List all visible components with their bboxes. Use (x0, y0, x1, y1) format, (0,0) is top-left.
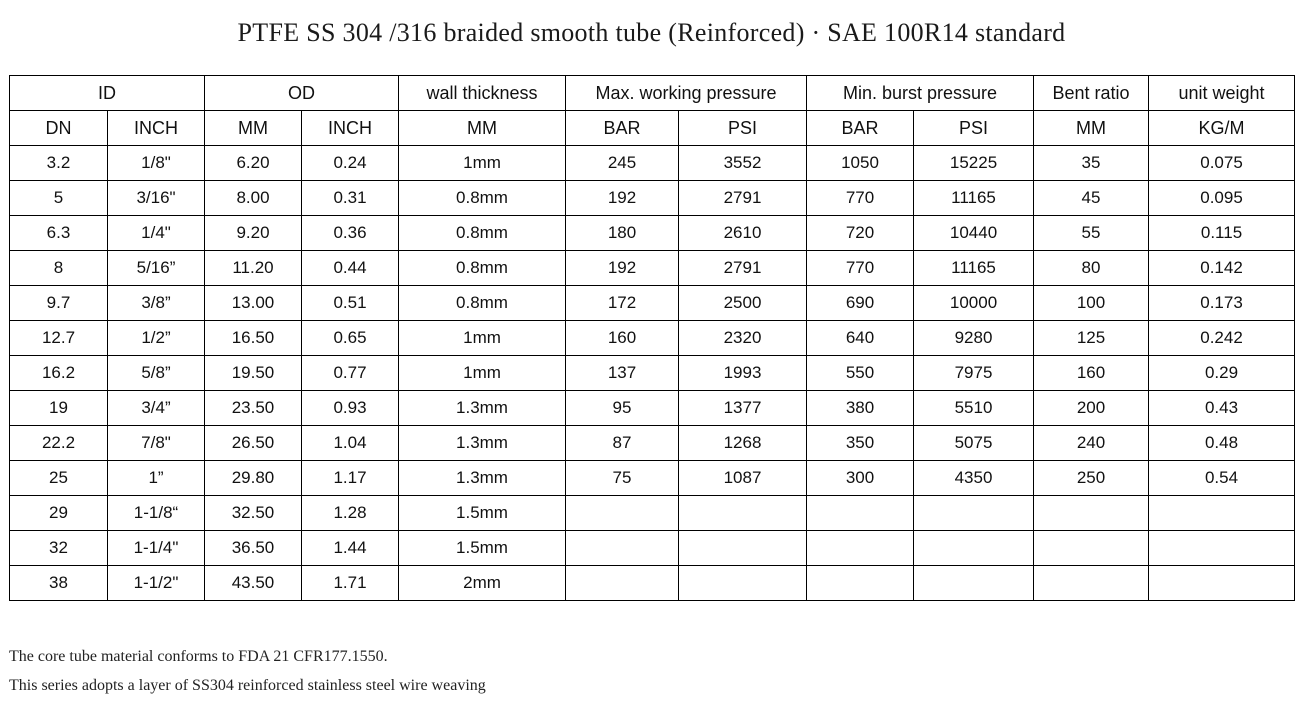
table-cell: 12.7 (10, 321, 108, 356)
table-row (10, 251, 1295, 286)
table-cell (1149, 496, 1295, 531)
table-row (10, 356, 1295, 391)
table-cell: 1.3mm (399, 426, 566, 461)
subheader-cell: PSI (679, 111, 807, 146)
table-cell (679, 496, 807, 531)
table-cell: 1.5mm (399, 531, 566, 566)
table-cell: 250 (1034, 461, 1149, 496)
table-cell: 19.50 (205, 356, 302, 391)
table-cell: 15225 (914, 146, 1034, 181)
table-cell: 0.173 (1149, 286, 1295, 321)
table-cell: 16.2 (10, 356, 108, 391)
table-cell (1034, 566, 1149, 601)
table-cell (566, 496, 679, 531)
table-cell: 2791 (679, 251, 807, 286)
table-cell: 172 (566, 286, 679, 321)
table-cell: 2320 (679, 321, 807, 356)
table-cell: 13.00 (205, 286, 302, 321)
table-cell: 1.04 (302, 426, 399, 461)
table-row (10, 391, 1295, 426)
subheader-cell: PSI (914, 111, 1034, 146)
table-cell: 1268 (679, 426, 807, 461)
table-cell: 1993 (679, 356, 807, 391)
table-cell: 11165 (914, 181, 1034, 216)
table-cell: 32.50 (205, 496, 302, 531)
header-group-row (10, 76, 1295, 111)
table-cell: 3.2 (10, 146, 108, 181)
table-cell: 26.50 (205, 426, 302, 461)
table-cell: 1/2” (108, 321, 205, 356)
table-cell: 8 (10, 251, 108, 286)
table-row (10, 426, 1295, 461)
table-cell: 5/16” (108, 251, 205, 286)
table-cell: 5075 (914, 426, 1034, 461)
table-cell (1034, 496, 1149, 531)
table-row (10, 216, 1295, 251)
table-cell: 3/4” (108, 391, 205, 426)
table-cell: 1-1/8“ (108, 496, 205, 531)
table-cell: 95 (566, 391, 679, 426)
table-cell: 22.2 (10, 426, 108, 461)
table-cell: 0.115 (1149, 216, 1295, 251)
header-id: ID (10, 76, 205, 111)
table-row (10, 286, 1295, 321)
table-cell: 0.51 (302, 286, 399, 321)
table-cell: 0.142 (1149, 251, 1295, 286)
table-cell: 1050 (807, 146, 914, 181)
table-cell: 11.20 (205, 251, 302, 286)
table-cell: 10440 (914, 216, 1034, 251)
table-cell: 35 (1034, 146, 1149, 181)
table-cell: 0.29 (1149, 356, 1295, 391)
table-cell: 1.5mm (399, 496, 566, 531)
table-cell: 23.50 (205, 391, 302, 426)
table-cell: 9280 (914, 321, 1034, 356)
table-cell: 1087 (679, 461, 807, 496)
table-cell: 380 (807, 391, 914, 426)
footnote-fda: The core tube material conforms to FDA 21 CFR177.1550. (9, 648, 388, 665)
table-cell: 1mm (399, 146, 566, 181)
table-cell: 1377 (679, 391, 807, 426)
header-max-working-pressure: Max. working pressure (566, 76, 807, 111)
table-cell: 690 (807, 286, 914, 321)
table-cell: 100 (1034, 286, 1149, 321)
table-cell: 4350 (914, 461, 1034, 496)
footnote-weaving: This series adopts a layer of SS304 reinforced stainless steel wire weaving (9, 677, 486, 694)
table-cell: 45 (1034, 181, 1149, 216)
table-cell: 7975 (914, 356, 1034, 391)
table-cell: 55 (1034, 216, 1149, 251)
table-cell: 1/8" (108, 146, 205, 181)
spec-table (9, 75, 1295, 601)
table-row (10, 566, 1295, 601)
table-cell: 75 (566, 461, 679, 496)
table-cell: 0.44 (302, 251, 399, 286)
table-cell: 7/8" (108, 426, 205, 461)
table-cell: 87 (566, 426, 679, 461)
table-cell: 9.7 (10, 286, 108, 321)
header-unit-weight: unit weight (1149, 76, 1295, 111)
table-cell: 0.65 (302, 321, 399, 356)
table-cell: 1-1/4" (108, 531, 205, 566)
table-cell (914, 496, 1034, 531)
table-cell: 5510 (914, 391, 1034, 426)
table-cell: 1.44 (302, 531, 399, 566)
table-cell: 0.93 (302, 391, 399, 426)
table-cell (914, 566, 1034, 601)
table-cell: 2500 (679, 286, 807, 321)
table-cell: 125 (1034, 321, 1149, 356)
subheader-cell: DN (10, 111, 108, 146)
table-cell: 10000 (914, 286, 1034, 321)
table-cell: 0.31 (302, 181, 399, 216)
table-cell: 200 (1034, 391, 1149, 426)
table-cell (1034, 531, 1149, 566)
table-cell: 29 (10, 496, 108, 531)
table-cell: 640 (807, 321, 914, 356)
table-cell: 160 (1034, 356, 1149, 391)
table-cell (679, 531, 807, 566)
table-cell: 0.8mm (399, 251, 566, 286)
header-wall-thickness: wall thickness (399, 76, 566, 111)
table-cell: 180 (566, 216, 679, 251)
table-cell: 192 (566, 251, 679, 286)
table-cell: 32 (10, 531, 108, 566)
table-cell: 5 (10, 181, 108, 216)
table-cell: 29.80 (205, 461, 302, 496)
subheader-cell: KG/M (1149, 111, 1295, 146)
table-cell: 1mm (399, 321, 566, 356)
table-cell (914, 531, 1034, 566)
table-cell: 0.48 (1149, 426, 1295, 461)
table-cell: 0.36 (302, 216, 399, 251)
table-cell: 770 (807, 251, 914, 286)
table-cell: 16.50 (205, 321, 302, 356)
table-cell: 0.24 (302, 146, 399, 181)
table-cell (807, 566, 914, 601)
table-cell: 192 (566, 181, 679, 216)
table-row (10, 321, 1295, 356)
header-bent-ratio: Bent ratio (1034, 76, 1149, 111)
table-cell: 5/8” (108, 356, 205, 391)
table-cell: 6.20 (205, 146, 302, 181)
table-cell: 1.17 (302, 461, 399, 496)
table-cell: 2mm (399, 566, 566, 601)
table-cell: 0.075 (1149, 146, 1295, 181)
table-cell: 550 (807, 356, 914, 391)
table-cell: 160 (566, 321, 679, 356)
table-cell: 0.54 (1149, 461, 1295, 496)
subheader-cell: INCH (108, 111, 205, 146)
table-cell: 1” (108, 461, 205, 496)
table-cell: 2610 (679, 216, 807, 251)
table-cell: 19 (10, 391, 108, 426)
subheader-cell: MM (205, 111, 302, 146)
table-cell (1149, 566, 1295, 601)
table-body (10, 146, 1295, 601)
table-cell: 300 (807, 461, 914, 496)
table-cell: 1.3mm (399, 391, 566, 426)
table-cell: 11165 (914, 251, 1034, 286)
table-cell: 0.8mm (399, 286, 566, 321)
table-cell: 0.43 (1149, 391, 1295, 426)
table-cell: 3/16" (108, 181, 205, 216)
subheader-cell: INCH (302, 111, 399, 146)
table-cell: 3/8” (108, 286, 205, 321)
subheader-cell: MM (399, 111, 566, 146)
table-cell (807, 496, 914, 531)
table-row (10, 181, 1295, 216)
table-cell (566, 531, 679, 566)
table-cell: 9.20 (205, 216, 302, 251)
subheader-cell: BAR (807, 111, 914, 146)
table-cell: 1/4" (108, 216, 205, 251)
table-cell (807, 531, 914, 566)
table-cell: 1mm (399, 356, 566, 391)
table-cell: 36.50 (205, 531, 302, 566)
table-row (10, 496, 1295, 531)
table-cell: 43.50 (205, 566, 302, 601)
table-cell: 25 (10, 461, 108, 496)
table-cell: 137 (566, 356, 679, 391)
table-cell: 0.8mm (399, 216, 566, 251)
table-cell (679, 566, 807, 601)
header-od: OD (205, 76, 399, 111)
table-row (10, 146, 1295, 181)
table-cell: 1.71 (302, 566, 399, 601)
page-title: PTFE SS 304 /316 braided smooth tube (Reinforced) · SAE 100R14 standard (237, 18, 1066, 47)
table-cell: 1-1/2" (108, 566, 205, 601)
subheader-cell: MM (1034, 111, 1149, 146)
table-cell: 3552 (679, 146, 807, 181)
table-cell: 2791 (679, 181, 807, 216)
table-cell: 350 (807, 426, 914, 461)
table-cell: 1.28 (302, 496, 399, 531)
table-cell: 0.242 (1149, 321, 1295, 356)
table-cell: 6.3 (10, 216, 108, 251)
table-cell: 240 (1034, 426, 1149, 461)
table-cell: 0.77 (302, 356, 399, 391)
subheader-row (10, 111, 1295, 146)
table-cell: 0.8mm (399, 181, 566, 216)
table-cell: 80 (1034, 251, 1149, 286)
table-cell (566, 566, 679, 601)
header-min-burst-pressure: Min. burst pressure (807, 76, 1034, 111)
table-cell: 245 (566, 146, 679, 181)
subheader-cell: BAR (566, 111, 679, 146)
table-cell: 770 (807, 181, 914, 216)
table-cell: 1.3mm (399, 461, 566, 496)
table-row (10, 461, 1295, 496)
table-row (10, 531, 1295, 566)
table-cell: 720 (807, 216, 914, 251)
table-cell (1149, 531, 1295, 566)
table-cell: 8.00 (205, 181, 302, 216)
table-cell: 0.095 (1149, 181, 1295, 216)
table-cell: 38 (10, 566, 108, 601)
